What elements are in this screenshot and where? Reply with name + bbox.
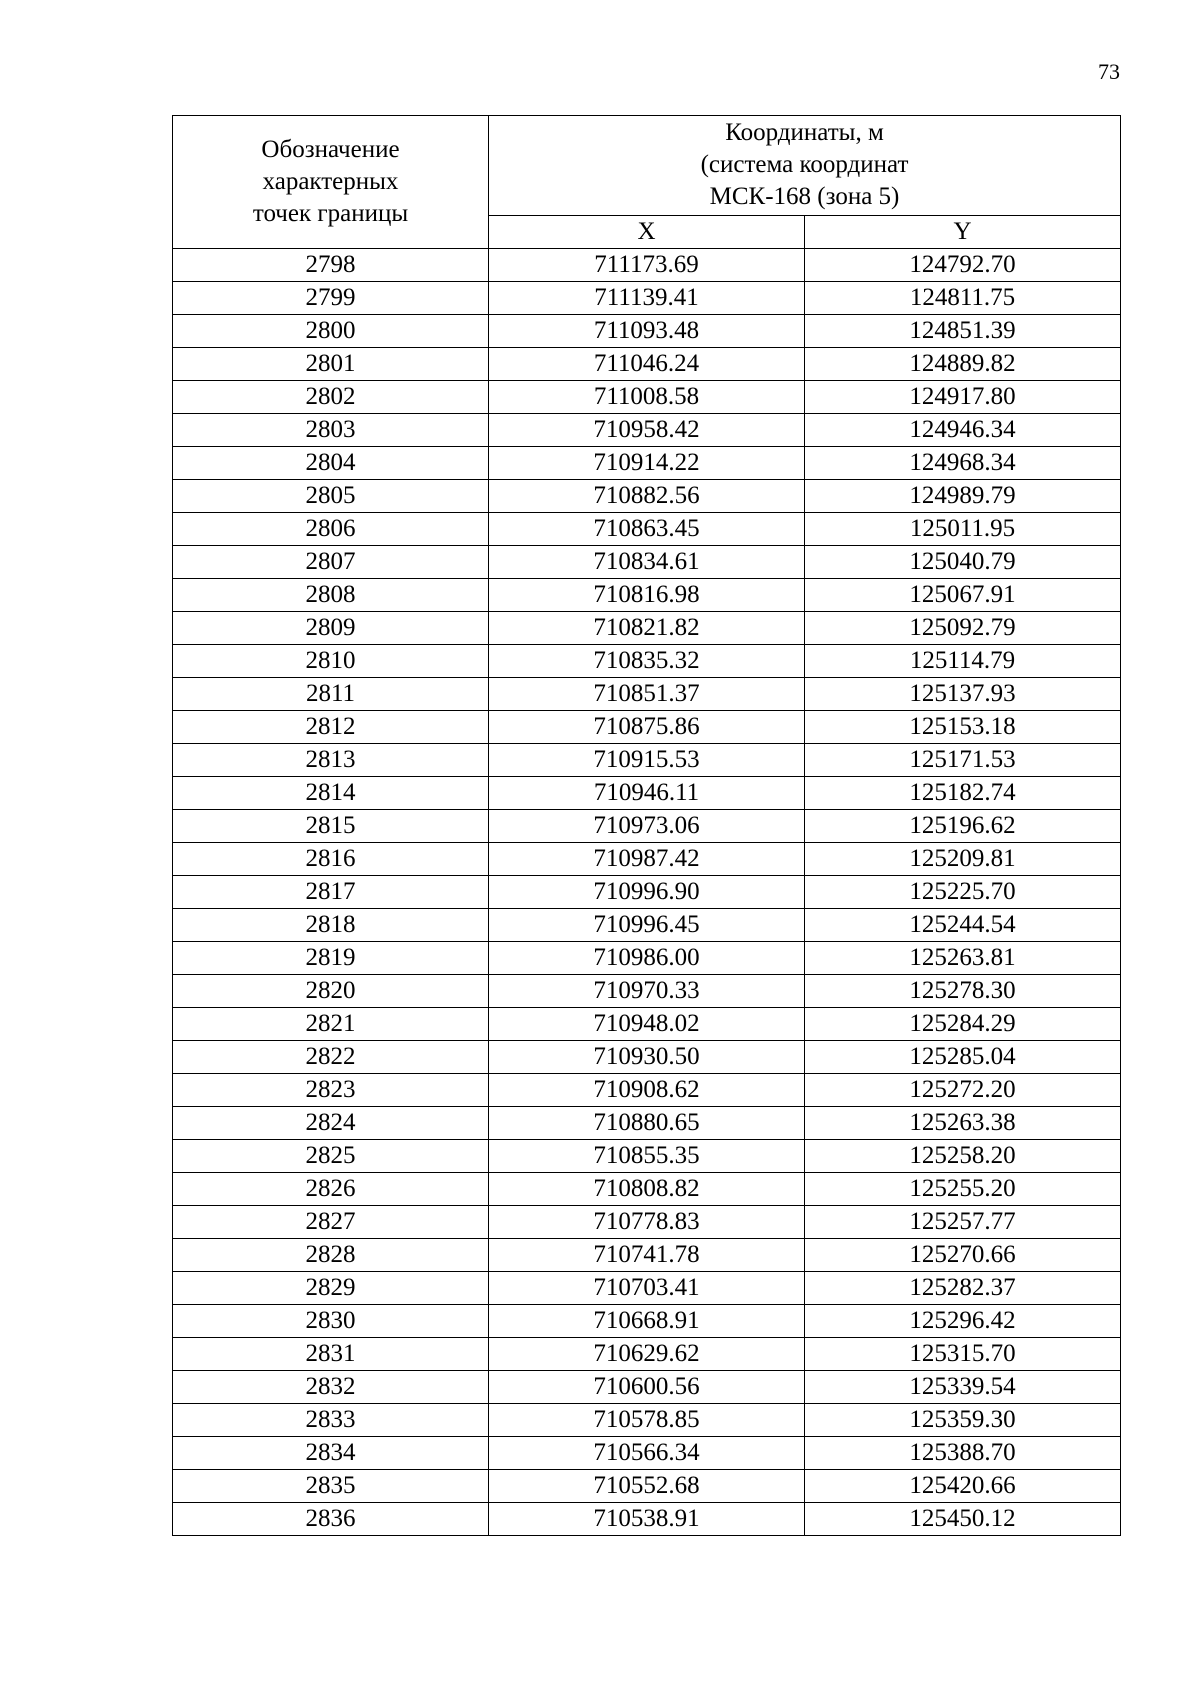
- x-coordinate-cell: 710600.56: [489, 1371, 805, 1404]
- table-row: [173, 975, 1121, 1008]
- point-cell: 2821: [173, 1008, 489, 1041]
- coordinates-column-header: [489, 116, 1121, 216]
- table-row: [173, 381, 1121, 414]
- table-row: [173, 1272, 1121, 1305]
- y-coordinate-cell: 125296.42: [805, 1305, 1121, 1338]
- y-coordinate-cell: 125263.81: [805, 942, 1121, 975]
- table-row: [173, 513, 1121, 546]
- x-coordinate-cell: 710996.45: [489, 909, 805, 942]
- x-coordinate-cell: 710970.33: [489, 975, 805, 1008]
- point-cell: 2811: [173, 678, 489, 711]
- table-row: [173, 1173, 1121, 1206]
- x-coordinate-cell: 710741.78: [489, 1239, 805, 1272]
- table-row: [173, 678, 1121, 711]
- y-coordinate-cell: 125255.20: [805, 1173, 1121, 1206]
- x-coordinate-cell: 710668.91: [489, 1305, 805, 1338]
- y-coordinate-cell: 124989.79: [805, 480, 1121, 513]
- y-coordinate-cell: 125040.79: [805, 546, 1121, 579]
- point-cell: 2818: [173, 909, 489, 942]
- table-row: [173, 843, 1121, 876]
- y-coordinate-cell: 124811.75: [805, 282, 1121, 315]
- x-coordinate-cell: 710946.11: [489, 777, 805, 810]
- table-row: [173, 810, 1121, 843]
- x-coordinate-cell: 711008.58: [489, 381, 805, 414]
- point-cell: 2813: [173, 744, 489, 777]
- point-cell: 2831: [173, 1338, 489, 1371]
- x-coordinate-cell: 710808.82: [489, 1173, 805, 1206]
- y-coordinate-cell: 124851.39: [805, 315, 1121, 348]
- x-coordinate-cell: 710986.00: [489, 942, 805, 975]
- x-coordinate-cell: 710855.35: [489, 1140, 805, 1173]
- point-cell: 2810: [173, 645, 489, 678]
- table-row: [173, 447, 1121, 480]
- x-coordinate-cell: 711173.69: [489, 249, 805, 282]
- coordinates-table: [172, 115, 1121, 1536]
- table-row: [173, 1239, 1121, 1272]
- y-coordinate-cell: 125257.77: [805, 1206, 1121, 1239]
- y-coordinate-cell: 125182.74: [805, 777, 1121, 810]
- y-coordinate-cell: 124792.70: [805, 249, 1121, 282]
- table-row: [173, 1338, 1121, 1371]
- table-row: [173, 546, 1121, 579]
- x-coordinate-cell: 711093.48: [489, 315, 805, 348]
- y-coordinate-cell: 125278.30: [805, 975, 1121, 1008]
- points-header-line-2: характерных: [262, 168, 399, 195]
- x-coordinate-cell: 710914.22: [489, 447, 805, 480]
- x-coordinate-cell: 710908.62: [489, 1074, 805, 1107]
- table-row: [173, 876, 1121, 909]
- point-cell: 2798: [173, 249, 489, 282]
- x-coordinate-cell: 710629.62: [489, 1338, 805, 1371]
- table-row: [173, 1503, 1121, 1536]
- table-row: [173, 282, 1121, 315]
- x-coordinate-cell: 711139.41: [489, 282, 805, 315]
- x-coordinate-cell: 710987.42: [489, 843, 805, 876]
- table-row: [173, 249, 1121, 282]
- point-cell: 2827: [173, 1206, 489, 1239]
- point-cell: 2819: [173, 942, 489, 975]
- point-cell: 2824: [173, 1107, 489, 1140]
- point-cell: 2829: [173, 1272, 489, 1305]
- x-coordinate-cell: 710834.61: [489, 546, 805, 579]
- x-coordinate-cell: 710566.34: [489, 1437, 805, 1470]
- point-cell: 2799: [173, 282, 489, 315]
- table-row: [173, 612, 1121, 645]
- table-row: [173, 777, 1121, 810]
- table-row: [173, 1470, 1121, 1503]
- table-row: [173, 1206, 1121, 1239]
- table-row: [173, 1371, 1121, 1404]
- table-row: [173, 1041, 1121, 1074]
- table-row: [173, 1107, 1121, 1140]
- point-cell: 2836: [173, 1503, 489, 1536]
- table-row: [173, 1305, 1121, 1338]
- x-coordinate-cell: 710948.02: [489, 1008, 805, 1041]
- y-coordinate-cell: 125171.53: [805, 744, 1121, 777]
- point-cell: 2815: [173, 810, 489, 843]
- point-cell: 2802: [173, 381, 489, 414]
- x-coordinate-cell: 710552.68: [489, 1470, 805, 1503]
- y-coordinate-cell: 125258.20: [805, 1140, 1121, 1173]
- table-row: [173, 1404, 1121, 1437]
- x-coordinate-cell: 710538.91: [489, 1503, 805, 1536]
- table-row: [173, 744, 1121, 777]
- point-cell: 2809: [173, 612, 489, 645]
- table-row: [173, 1437, 1121, 1470]
- x-coordinate-cell: 710851.37: [489, 678, 805, 711]
- y-coordinate-cell: 125263.38: [805, 1107, 1121, 1140]
- y-coordinate-cell: 125011.95: [805, 513, 1121, 546]
- y-coordinate-cell: 125282.37: [805, 1272, 1121, 1305]
- x-coordinate-cell: 710821.82: [489, 612, 805, 645]
- point-cell: 2816: [173, 843, 489, 876]
- y-coordinate-cell: 124889.82: [805, 348, 1121, 381]
- x-coordinate-cell: 710875.86: [489, 711, 805, 744]
- point-cell: 2822: [173, 1041, 489, 1074]
- point-cell: 2803: [173, 414, 489, 447]
- x-coordinate-cell: 710835.32: [489, 645, 805, 678]
- table-row: [173, 414, 1121, 447]
- x-coordinate-cell: 710816.98: [489, 579, 805, 612]
- point-cell: 2817: [173, 876, 489, 909]
- y-coordinate-cell: 125270.66: [805, 1239, 1121, 1272]
- x-coordinate-cell: 710863.45: [489, 513, 805, 546]
- point-cell: 2830: [173, 1305, 489, 1338]
- y-coordinate-cell: 125388.70: [805, 1437, 1121, 1470]
- y-coordinate-cell: 125244.54: [805, 909, 1121, 942]
- table-row: [173, 315, 1121, 348]
- table-row: [173, 480, 1121, 513]
- point-cell: 2834: [173, 1437, 489, 1470]
- y-coordinate-cell: 125137.93: [805, 678, 1121, 711]
- table-row: [173, 909, 1121, 942]
- y-coordinate-cell: 125092.79: [805, 612, 1121, 645]
- y-coordinate-cell: 125196.62: [805, 810, 1121, 843]
- table-row: [173, 348, 1121, 381]
- point-cell: 2826: [173, 1173, 489, 1206]
- x-coordinate-cell: 710973.06: [489, 810, 805, 843]
- x-coordinate-cell: 710996.90: [489, 876, 805, 909]
- point-cell: 2823: [173, 1074, 489, 1107]
- y-coordinate-cell: 125420.66: [805, 1470, 1121, 1503]
- x-coordinate-cell: 710880.65: [489, 1107, 805, 1140]
- y-coordinate-cell: 125285.04: [805, 1041, 1121, 1074]
- point-cell: 2820: [173, 975, 489, 1008]
- point-cell: 2805: [173, 480, 489, 513]
- y-coordinate-cell: 124917.80: [805, 381, 1121, 414]
- point-cell: 2835: [173, 1470, 489, 1503]
- point-cell: 2833: [173, 1404, 489, 1437]
- x-coordinate-cell: 710778.83: [489, 1206, 805, 1239]
- y-coordinate-cell: 125272.20: [805, 1074, 1121, 1107]
- point-cell: 2808: [173, 579, 489, 612]
- table-row: [173, 1008, 1121, 1041]
- table-header: [173, 116, 1121, 249]
- table-row: [173, 645, 1121, 678]
- y-coordinate-cell: 125114.79: [805, 645, 1121, 678]
- y-column-header: Y: [805, 215, 1121, 248]
- x-column-header: X: [489, 215, 805, 248]
- point-cell: 2807: [173, 546, 489, 579]
- coords-header-line-2: (система координат: [700, 151, 909, 179]
- point-cell: 2832: [173, 1371, 489, 1404]
- page-number: 73: [1098, 59, 1120, 84]
- x-coordinate-cell: 710930.50: [489, 1041, 805, 1074]
- x-coordinate-cell: 710882.56: [489, 480, 805, 513]
- table-row: [173, 711, 1121, 744]
- point-cell: 2806: [173, 513, 489, 546]
- x-coordinate-cell: 710958.42: [489, 414, 805, 447]
- y-coordinate-cell: 124946.34: [805, 414, 1121, 447]
- table-row: [173, 942, 1121, 975]
- point-cell: 2804: [173, 447, 489, 480]
- x-coordinate-cell: 710578.85: [489, 1404, 805, 1437]
- y-coordinate-cell: 125284.29: [805, 1008, 1121, 1041]
- points-column-header: [173, 116, 489, 249]
- coords-header-line-1: Координаты, м: [725, 119, 884, 147]
- x-coordinate-cell: 711046.24: [489, 348, 805, 381]
- point-cell: 2812: [173, 711, 489, 744]
- y-coordinate-cell: 125209.81: [805, 843, 1121, 876]
- table-row: [173, 1140, 1121, 1173]
- y-coordinate-cell: 125359.30: [805, 1404, 1121, 1437]
- y-coordinate-cell: 125339.54: [805, 1371, 1121, 1404]
- y-coordinate-cell: 125225.70: [805, 876, 1121, 909]
- x-coordinate-cell: 710703.41: [489, 1272, 805, 1305]
- x-coordinate-cell: 710915.53: [489, 744, 805, 777]
- point-cell: 2814: [173, 777, 489, 810]
- y-coordinate-cell: 125315.70: [805, 1338, 1121, 1371]
- point-cell: 2828: [173, 1239, 489, 1272]
- y-coordinate-cell: 125067.91: [805, 579, 1121, 612]
- point-cell: 2800: [173, 315, 489, 348]
- points-header-line-1: Обозначение: [261, 136, 400, 163]
- points-header-line-3: точек границы: [252, 200, 409, 227]
- point-cell: 2825: [173, 1140, 489, 1173]
- table-row: [173, 579, 1121, 612]
- y-coordinate-cell: 124968.34: [805, 447, 1121, 480]
- y-coordinate-cell: 125450.12: [805, 1503, 1121, 1536]
- y-coordinate-cell: 125153.18: [805, 711, 1121, 744]
- coords-header-line-3: МСК-168 (зона 5): [709, 183, 900, 211]
- point-cell: 2801: [173, 348, 489, 381]
- table-body: [173, 249, 1121, 1536]
- table-row: [173, 1074, 1121, 1107]
